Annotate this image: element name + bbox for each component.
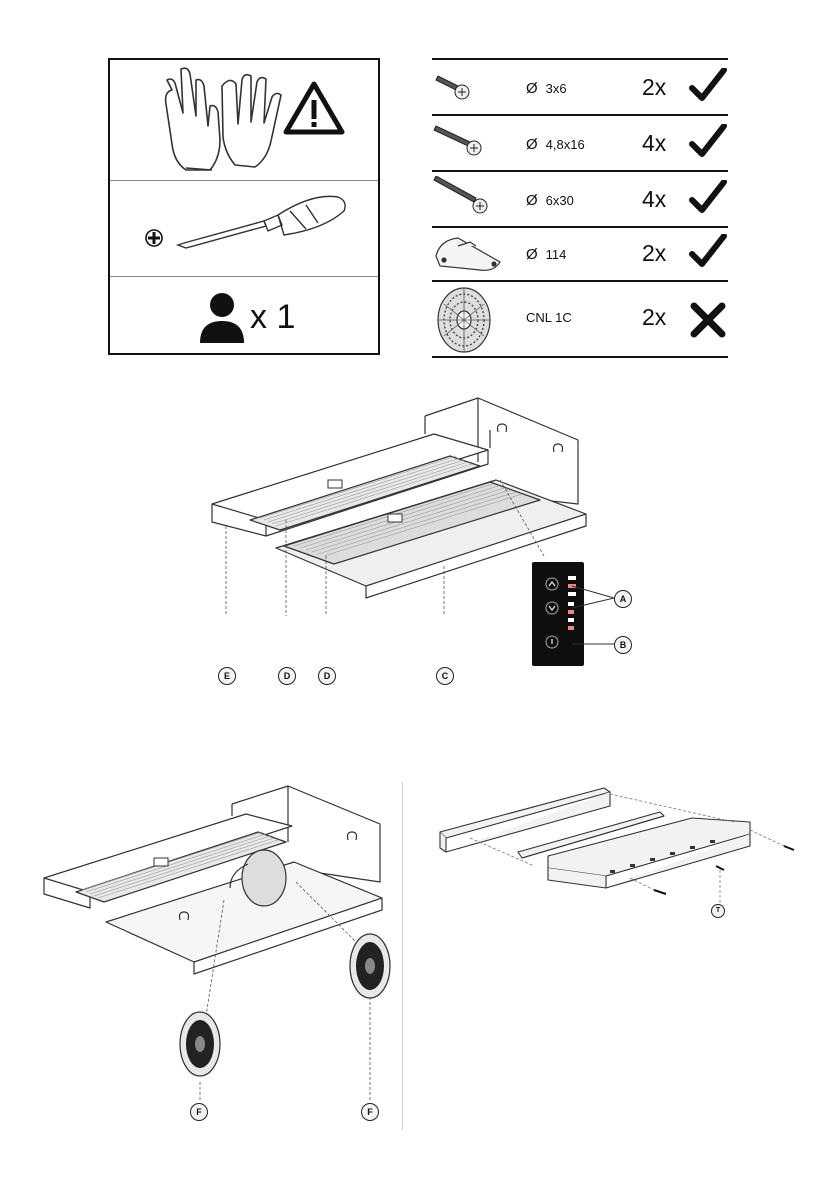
- part-quantity: 2x: [642, 240, 667, 266]
- callout-b: B: [614, 636, 632, 654]
- part-spec: Ø 6x30: [526, 192, 574, 209]
- carbon-filter-icon: [434, 284, 498, 354]
- tools-row-safety: [110, 60, 378, 180]
- tools-box: [108, 58, 380, 355]
- medium-screw-icon: [432, 124, 484, 160]
- callout-d: D: [278, 667, 296, 685]
- part-quantity: 2x: [642, 74, 667, 100]
- table-line: [432, 226, 728, 228]
- speed-up-button: [546, 578, 558, 590]
- carbon-filter-icon: [350, 934, 390, 998]
- flange-icon: [432, 232, 504, 276]
- table-line: [432, 58, 728, 60]
- callout-e: E: [218, 667, 236, 685]
- speed-down-button: [546, 602, 558, 614]
- cross-icon: [688, 302, 728, 338]
- table-line: [432, 356, 728, 358]
- part-spec: CNL 1C: [526, 310, 572, 325]
- part-quantity: 4x: [642, 186, 667, 212]
- person-icon: [198, 291, 246, 345]
- check-icon: [688, 124, 728, 160]
- table-line: [432, 114, 728, 116]
- rail-assembly-diagram: [434, 782, 804, 932]
- warning-icon: [282, 80, 346, 136]
- part-spec: Ø 114: [526, 246, 567, 263]
- panel-divider: [402, 782, 403, 1130]
- callout-t: T: [711, 904, 725, 918]
- long-screw-icon: [432, 176, 492, 220]
- part-quantity: 4x: [642, 130, 667, 156]
- tools-row-screwdriver: [110, 181, 378, 276]
- check-icon: [688, 68, 728, 104]
- part-quantity: 2x: [642, 304, 667, 330]
- person-count: x 1: [250, 298, 296, 336]
- screwdriver-icon: [174, 195, 354, 265]
- callout-d: D: [318, 667, 336, 685]
- part-spec: Ø 3x6: [526, 80, 567, 97]
- filter-install-diagram: [36, 782, 416, 1142]
- callout-a: A: [614, 590, 632, 608]
- table-line: [432, 280, 728, 282]
- check-icon: [688, 234, 728, 270]
- part-spec: Ø 4,8x16: [526, 136, 585, 153]
- table-line: [432, 170, 728, 172]
- callout-f: F: [361, 1103, 379, 1121]
- tools-row-people: [110, 277, 378, 355]
- callout-c: C: [436, 667, 454, 685]
- check-icon: [688, 180, 728, 216]
- phillips-head-icon: [144, 228, 164, 248]
- parts-table: [432, 58, 728, 358]
- carbon-filter-icon: [180, 1012, 220, 1076]
- short-screw-icon: [432, 70, 474, 102]
- callout-f: F: [190, 1103, 208, 1121]
